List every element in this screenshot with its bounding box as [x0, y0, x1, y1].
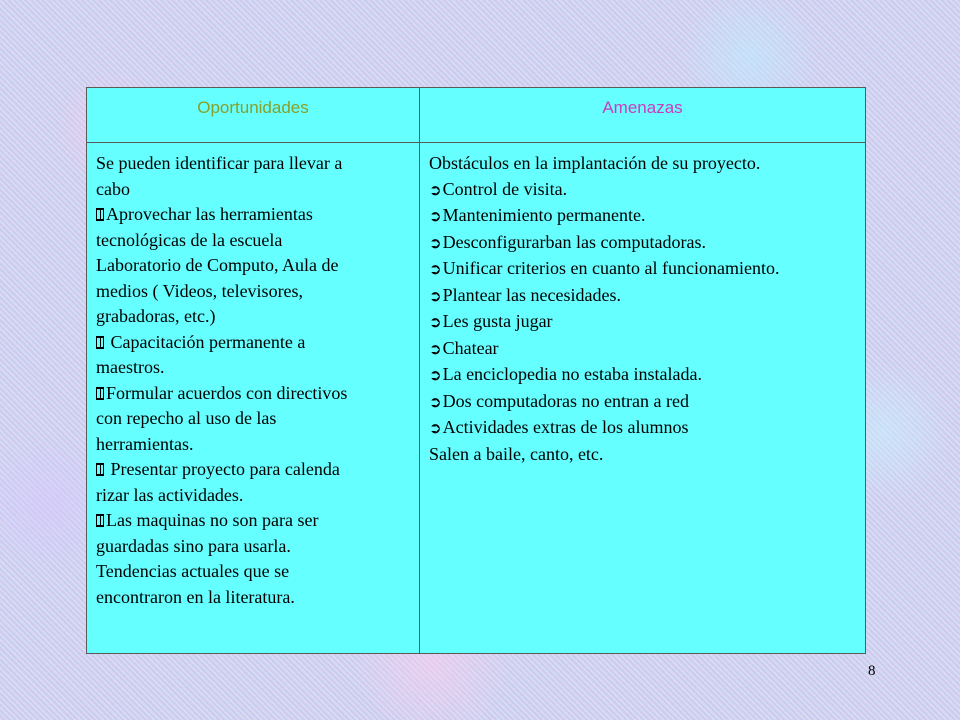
threat-item: [429, 309, 859, 336]
opportunity-text: Presentar proyecto para calenda: [106, 459, 340, 479]
opportunity-text: maestros.: [96, 357, 165, 377]
opportunity-line: [96, 177, 413, 203]
opportunities-cell: [87, 143, 420, 653]
bullet-icon: [96, 463, 104, 476]
threats-outro: Salen a baile, canto, etc.: [429, 443, 604, 464]
arrow-icon: ➲: [429, 392, 442, 411]
threat-text: Control de visita.: [442, 178, 568, 199]
opportunity-line: [96, 304, 413, 330]
arrow-icon: ➲: [429, 286, 442, 305]
opportunity-line: [96, 483, 413, 509]
threat-text: Actividades extras de los alumnos: [442, 417, 689, 437]
opportunity-line: [96, 559, 413, 585]
opportunity-line: [96, 330, 413, 356]
opportunity-text: con repecho al uso de las: [96, 408, 277, 428]
opportunity-text: grabadoras, etc.): [96, 306, 216, 326]
opportunity-line: [96, 151, 413, 177]
opportunity-text: rizar las actividades.: [96, 484, 244, 505]
opportunity-text: encontraron en la literatura.: [96, 586, 295, 607]
arrow-icon: ➲: [429, 207, 442, 225]
arrow-icon: ➲: [429, 419, 442, 437]
opportunity-line: [96, 432, 413, 458]
opportunity-text: Tendencias actuales que se: [96, 561, 290, 581]
opportunity-text: tecnológicas de la escuela: [96, 229, 283, 250]
threat-item: [429, 415, 859, 442]
arrow-icon: ➲: [429, 180, 442, 199]
bullet-icon: [96, 336, 104, 349]
threats-list: [429, 151, 859, 467]
opportunity-line: [96, 202, 413, 228]
arrow-icon: ➲: [429, 339, 442, 358]
threat-item: [429, 256, 859, 283]
threat-item: [429, 177, 859, 204]
opportunity-line: [96, 457, 413, 483]
opportunity-line: [96, 508, 413, 534]
bullet-icon: [96, 387, 104, 400]
opportunity-text: Capacitación permanente a: [106, 331, 306, 352]
opportunity-text: herramientas.: [96, 433, 194, 454]
threat-text: Unificar criterios en cuanto al funcionamiento.: [442, 258, 780, 278]
threat-text: Les gusta jugar: [442, 311, 553, 331]
opportunities-header: Oportunidades: [197, 98, 309, 117]
opportunity-line: [96, 534, 413, 560]
threats-intro: Obstáculos en la implantación de su proyecto.: [429, 153, 761, 173]
opportunity-text: Las maquinas no son para ser: [106, 510, 319, 530]
opportunity-line: [96, 279, 413, 305]
threat-text: Desconfigurarban las computadoras.: [442, 231, 706, 252]
threat-text: Dos computadoras no entran a red: [442, 390, 689, 411]
opportunity-text: Formular acuerdos con directivos: [106, 382, 348, 403]
opportunity-text: Laboratorio de Computo, Aula de: [96, 255, 339, 275]
arrow-icon: ➲: [429, 233, 442, 252]
opportunity-text: guardadas sino para usarla.: [96, 535, 291, 556]
threat-item: [429, 203, 859, 230]
opportunity-line: [96, 253, 413, 279]
page-number: 8: [868, 663, 876, 679]
opportunities-header-cell: [87, 88, 420, 143]
bullet-icon: [96, 208, 104, 221]
threats-header: Amenazas: [602, 98, 683, 117]
arrow-icon: ➲: [429, 260, 442, 278]
threat-item: [429, 283, 859, 310]
threat-item: [429, 362, 859, 389]
opportunity-text: medios ( Videos, televisores,: [96, 280, 304, 301]
threat-text: Chatear: [442, 337, 499, 358]
opportunity-line: [96, 228, 413, 254]
threat-text: Plantear las necesidades.: [442, 284, 622, 305]
bullet-icon: [96, 514, 104, 527]
threat-item: [429, 230, 859, 257]
opportunity-line: [96, 585, 413, 611]
opportunity-line: [96, 355, 413, 381]
opportunity-text: Se pueden identificar para llevar a: [96, 153, 343, 173]
threats-header-cell: [420, 88, 865, 143]
opportunities-list: [96, 151, 413, 610]
opportunity-line: [96, 381, 413, 407]
threats-cell: [420, 143, 865, 653]
opportunity-text: cabo: [96, 178, 130, 199]
opportunity-text: Aprovechar las herramientas: [106, 204, 313, 224]
threat-item: [429, 389, 859, 416]
threat-item: [429, 336, 859, 363]
swot-table: [86, 87, 866, 654]
arrow-icon: ➲: [429, 366, 442, 384]
threat-text: Mantenimiento permanente.: [442, 205, 646, 225]
opportunity-line: [96, 406, 413, 432]
arrow-icon: ➲: [429, 313, 442, 331]
threat-text: La enciclopedia no estaba instalada.: [442, 364, 702, 384]
